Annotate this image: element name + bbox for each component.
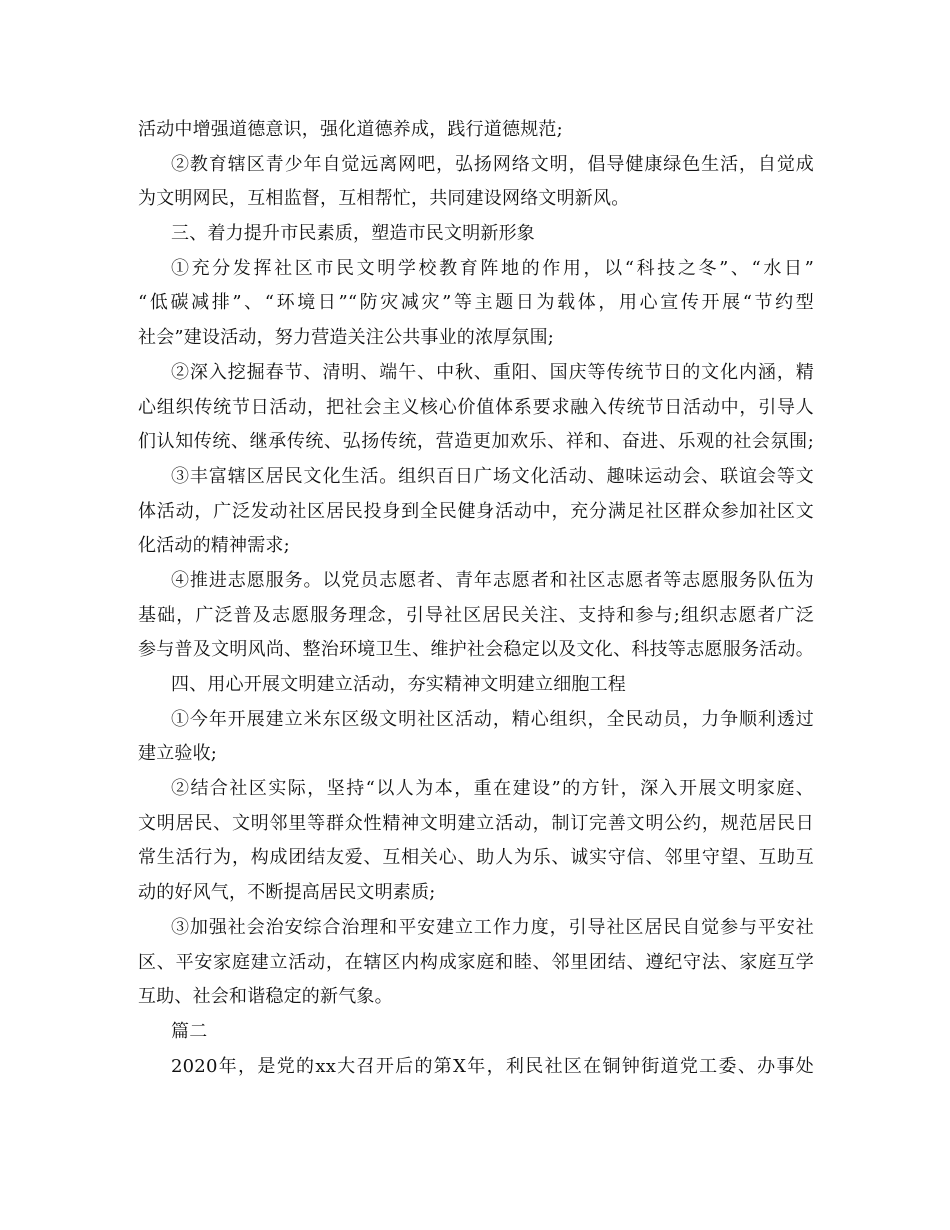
text-line: 区、平安家庭建立活动，在辖区内构成家庭和睦、邻里团结、遵纪守法、家庭互学 [138,951,814,973]
text-line: 互助、社会和谐稳定的新气象。 [138,986,393,1008]
text-line: 们认知传统、继承传统、弘扬传统，营造更加欢乐、祥和、奋进、乐观的社会氛围; [138,431,814,453]
text-line: 动的好风气，不断提高居民文明素质; [138,882,436,904]
text-line: 基础，广泛普及志愿服务理念，引导社区居民关注、支持和参与;组织志愿者广泛 [138,604,814,626]
text-line: “低碳减排”、“环境日”“防灾减灾”等主题日为载体，用心宣传开展“节约型 [138,292,814,314]
text-line: 化活动的精神需求; [138,535,290,557]
text-line: ②结合社区实际，坚持“以人为本，重在建设”的方针，深入开展文明家庭、 [171,778,814,800]
text-line: ①充分发挥社区市民文明学校教育阵地的作用，以“科技之冬”、“水日” [171,257,814,279]
text-line: 社会”建设活动，努力营造关注公共事业的浓厚氛围; [138,327,555,349]
document-body [138,113,814,1084]
text-line: 参与普及文明风尚、整治环境卫生、维护社会稳定以及文化、科技等志愿服务活动。 [138,639,814,661]
text-line: ④推进志愿服务。以党员志愿者、青年志愿者和社区志愿者等志愿服务队伍为 [171,569,814,591]
text-line: 常生活行为，构成团结友爱、互相关心、助人为乐、诚实守信、邻里守望、互助互 [138,847,814,869]
text-line: ③加强社会治安综合治理和平安建立工作力度，引导社区居民自觉参与平安社 [171,916,814,938]
text-line: 体活动，广泛发动社区居民投身到全民健身活动中，充分满足社区群众参加社区文 [138,500,814,522]
text-line: ②教育辖区青少年自觉远离网吧，弘扬网络文明，倡导健康绿色生活，自觉成 [171,153,814,175]
text-line: 2020年，是党的xx大召开后的第X年，利民社区在铜钟街道党工委、办事处 [171,1055,814,1077]
text-line: 文明居民、文明邻里等群众性精神文明建立活动，制订完善文明公约，规范居民日 [138,812,814,834]
text-line: 为文明网民，互相监督，互相帮忙，共同建设网络文明新风。 [138,188,630,210]
section-heading: 四、用心开展文明建立活动，夯实精神文明建立细胞工程 [171,674,626,695]
section-heading: 三、着力提升市民素质，塑造市民文明新形象 [171,223,535,245]
text-line: 建立验收; [138,743,218,765]
text-line: 活动中增强道德意识，强化道德养成，践行道德规范; [138,119,563,140]
text-line: ①今年开展建立米东区级文明社区活动，精心组织，全民动员，力争顺利透过 [171,708,814,730]
section-heading: 篇二 [171,1020,208,1042]
text-line: ③丰富辖区居民文化生活。组织百日广场文化活动、趣味运动会、联谊会等文 [171,465,814,487]
text-line: 心组织传统节日活动，把社会主义核心价值体系要求融入传统节日活动中，引导人 [138,396,814,418]
text-line: ②深入挖掘春节、清明、端午、中秋、重阳、国庆等传统节日的文化内涵，精 [171,361,814,383]
